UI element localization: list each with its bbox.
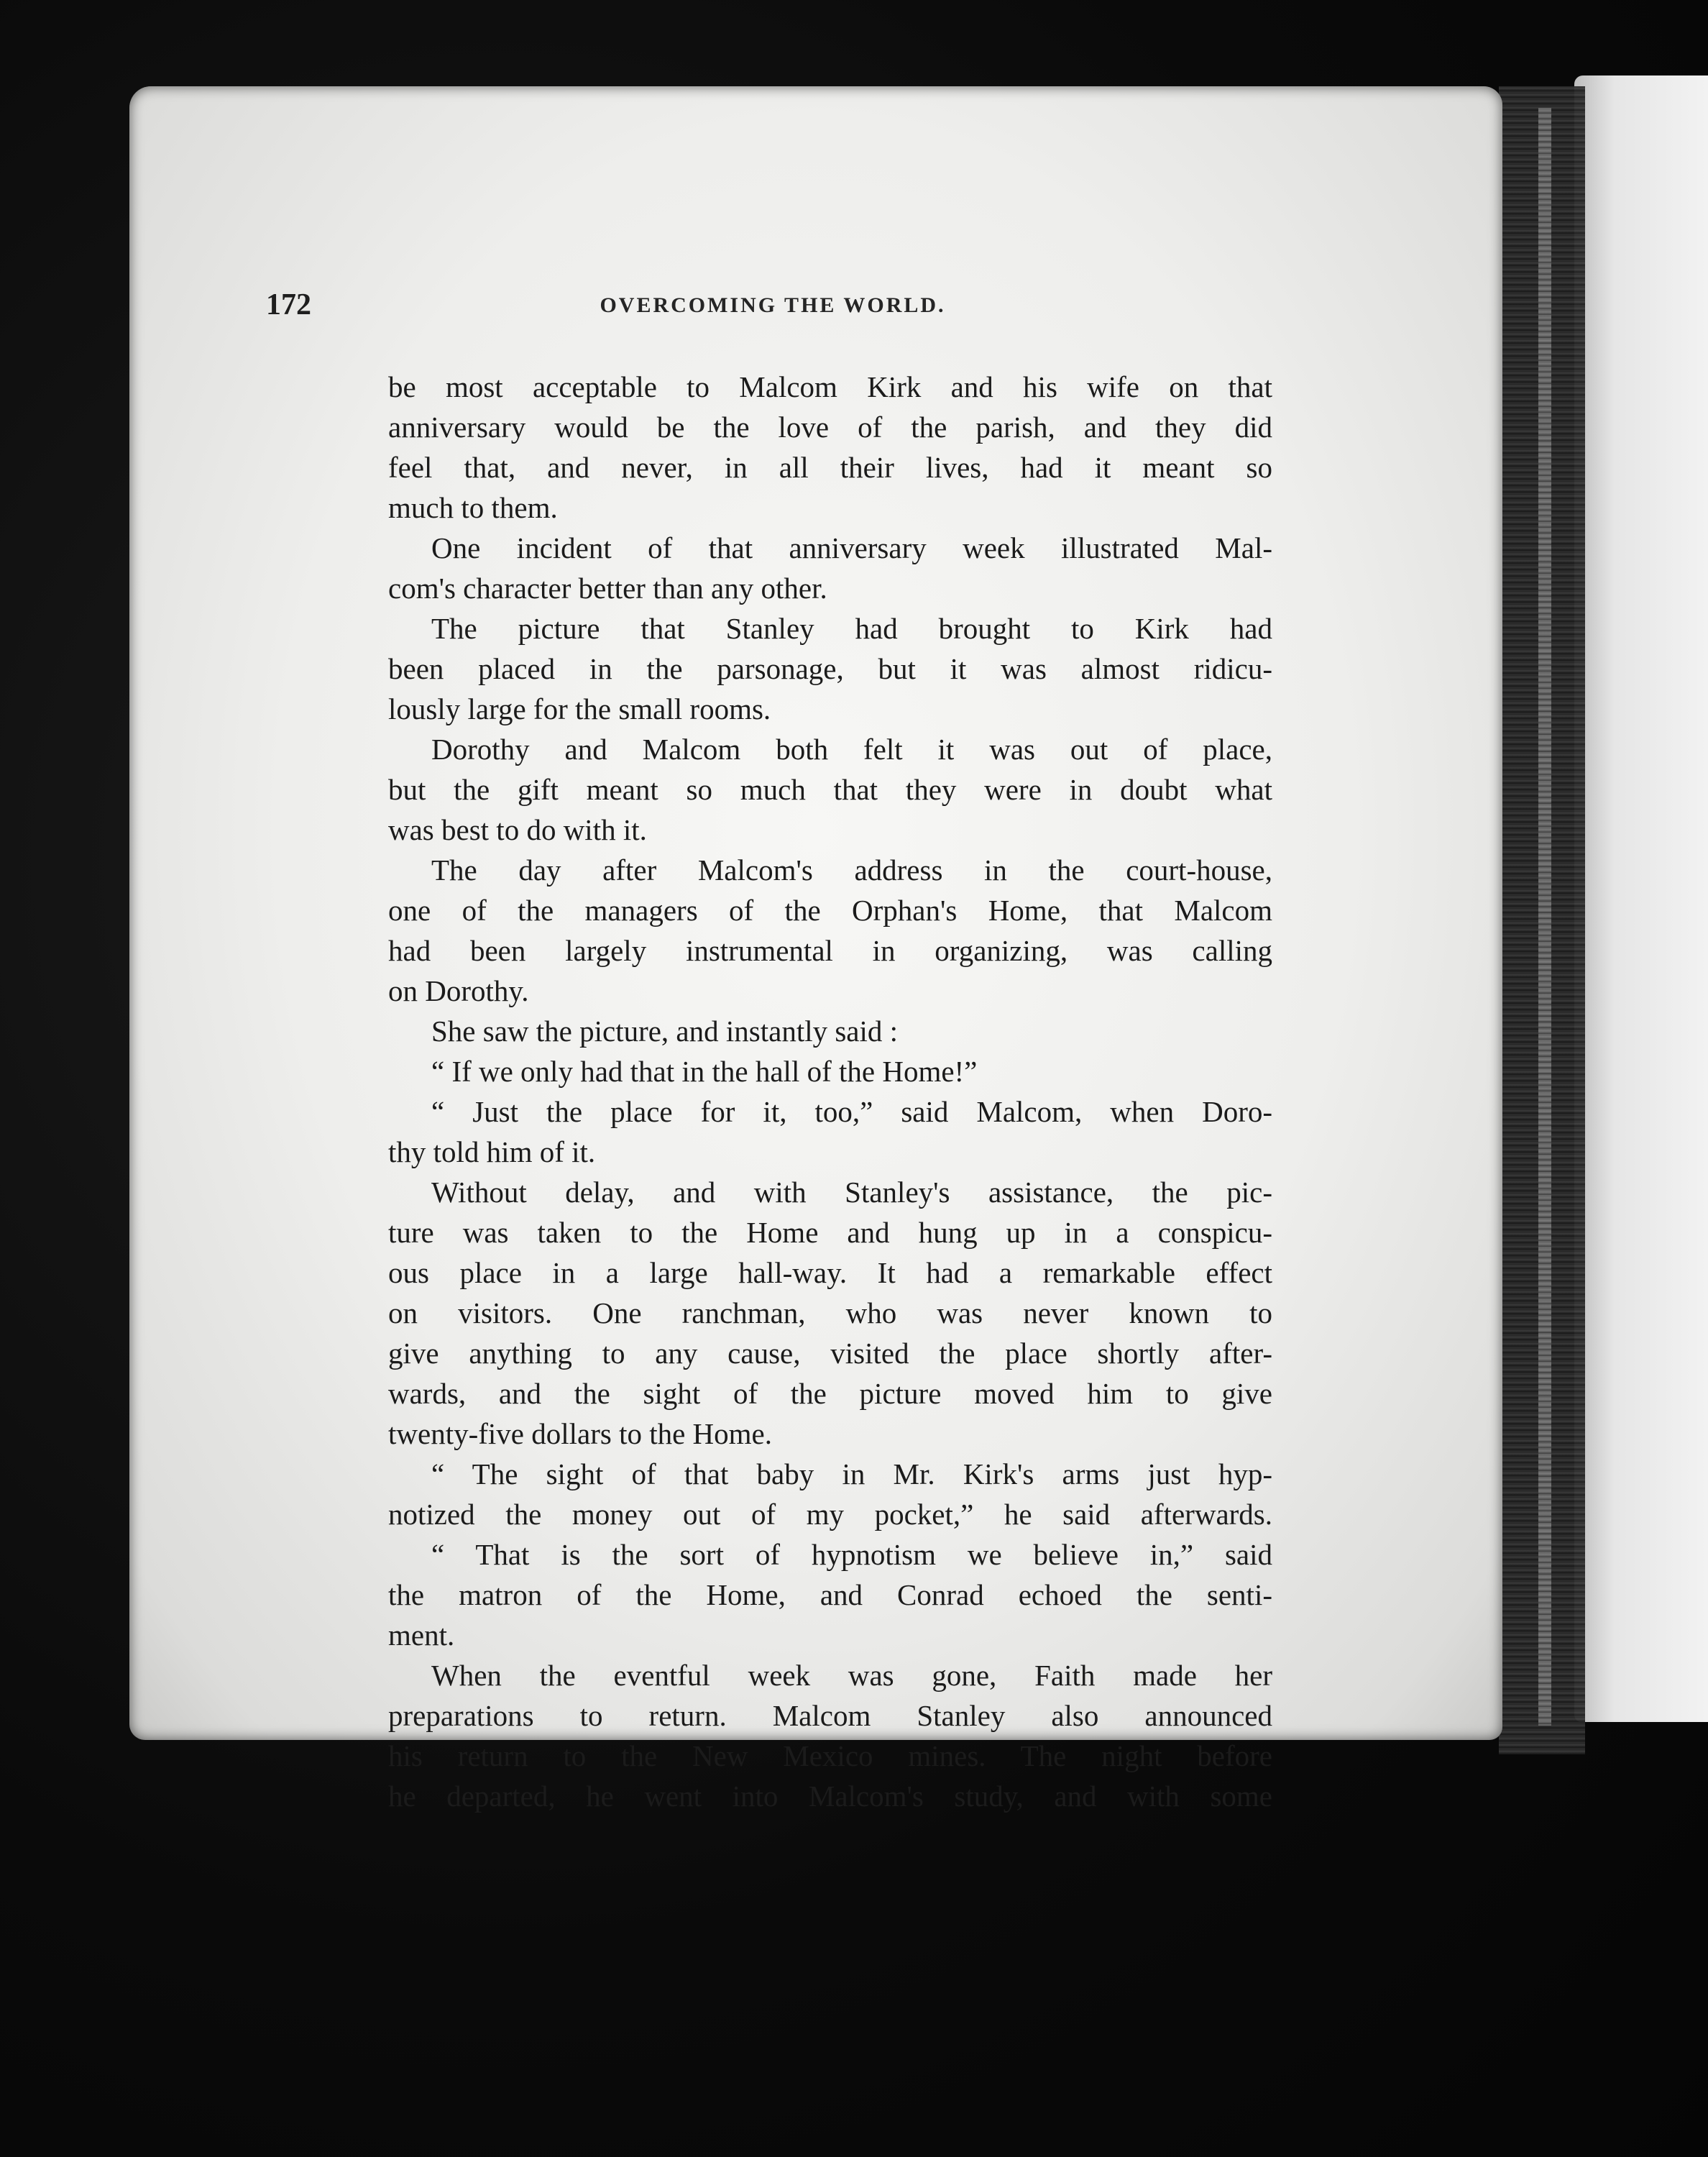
text-line: on Dorothy. bbox=[388, 974, 529, 1007]
text-line: was best to do with it. bbox=[388, 813, 647, 846]
text-line: be most acceptable to Malcom Kirk and his wife on that bbox=[388, 370, 1272, 403]
text-line: thy told him of it. bbox=[388, 1135, 596, 1168]
text-line: ment. bbox=[388, 1618, 455, 1652]
text-line: he departed, he went into Malcom's study, and with some bbox=[388, 1780, 1272, 1813]
text-line: She saw the picture, and instantly said : bbox=[431, 1015, 899, 1048]
text-line: his return to the New Mexico mines. The night before bbox=[388, 1739, 1272, 1772]
text-line: wards, and the sight of the picture moved him to give bbox=[388, 1377, 1272, 1410]
text-line: When the eventful week was gone, Faith made her bbox=[431, 1659, 1272, 1692]
text-line: The day after Malcom's address in the court-house, bbox=[431, 853, 1272, 887]
text-line: the matron of the Home, and Conrad echoed the senti- bbox=[388, 1578, 1272, 1611]
text-line: lously large for the small rooms. bbox=[388, 692, 771, 725]
text-line: The picture that Stanley had brought to Kirk had bbox=[431, 612, 1272, 645]
text-line: ous place in a large hall-way. It had a remarkable effect bbox=[388, 1256, 1272, 1289]
text-line: “ If we only had that in the hall of the Home!” bbox=[431, 1055, 978, 1088]
binding-stitching bbox=[1538, 108, 1551, 1726]
text-line: notized the money out of my pocket,” he said afterwards. bbox=[388, 1498, 1272, 1531]
text-line: but the gift meant so much that they were in doubt what bbox=[388, 773, 1272, 806]
text-line: on visitors. One ranchman, who was never known to bbox=[388, 1296, 1272, 1329]
page-header bbox=[266, 288, 1280, 338]
text-line: anniversary would be the love of the parish, and they did bbox=[388, 411, 1272, 444]
text-line: Without delay, and with Stanley's assistance, the pic- bbox=[431, 1176, 1272, 1209]
body-text bbox=[388, 367, 1272, 1816]
text-line: “ That is the sort of hypnotism we believe in,” said bbox=[431, 1538, 1272, 1571]
text-line: com's character better than any other. bbox=[388, 572, 827, 605]
text-line: “ Just the place for it, too,” said Malcom, when Doro- bbox=[431, 1095, 1272, 1128]
text-line: give anything to any cause, visited the place shortly after- bbox=[388, 1337, 1272, 1370]
text-line: One incident of that anniversary week illustrated Mal- bbox=[431, 531, 1272, 564]
page-number: 172 bbox=[266, 288, 311, 321]
text-line: “ The sight of that baby in Mr. Kirk's arms just hyp- bbox=[431, 1457, 1272, 1490]
facing-page-edge bbox=[1574, 75, 1708, 1722]
text-line: ture was taken to the Home and hung up in a conspicu- bbox=[388, 1216, 1272, 1249]
text-line: feel that, and never, in all their lives, had it meant so bbox=[388, 451, 1272, 484]
text-line: Dorothy and Malcom both felt it was out of place, bbox=[431, 733, 1272, 766]
text-line: been placed in the parsonage, but it was almost ridicu- bbox=[388, 652, 1272, 685]
text-line: had been largely instrumental in organizing, was calling bbox=[388, 934, 1272, 967]
text-line: preparations to return. Malcom Stanley also announced bbox=[388, 1699, 1272, 1732]
text-line: twenty-five dollars to the Home. bbox=[388, 1417, 773, 1450]
text-line: one of the managers of the Orphan's Home, that Malcom bbox=[388, 894, 1272, 927]
text-line: much to them. bbox=[388, 491, 558, 524]
running-title: OVERCOMING THE WORLD. bbox=[600, 293, 946, 317]
